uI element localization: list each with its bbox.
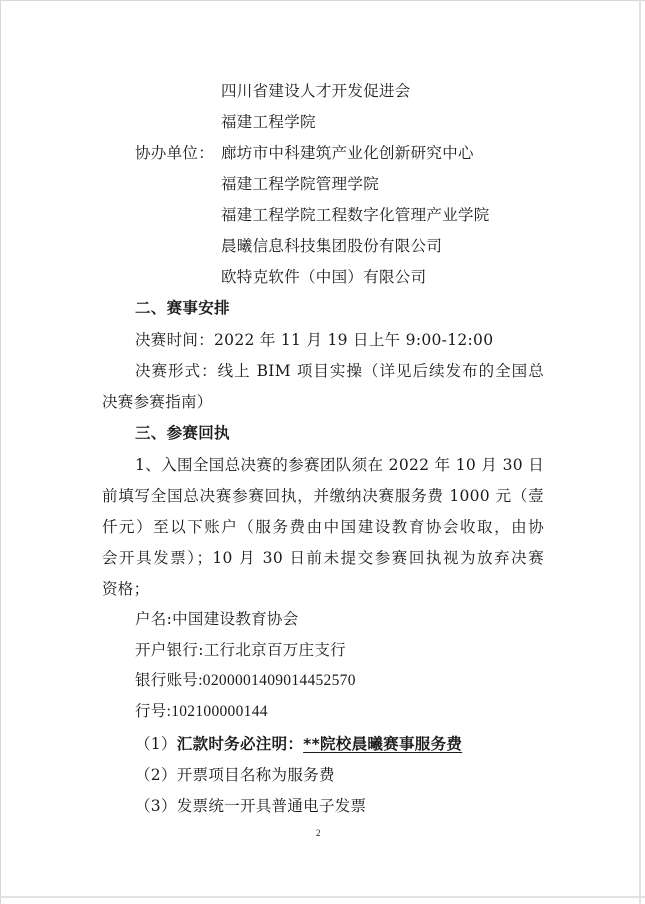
co-organizer-line: 福建工程学院管理学院	[221, 175, 380, 193]
section-heading-schedule: 二、赛事安排	[135, 299, 230, 317]
account-name: 户名:中国建设教育协会	[135, 610, 299, 628]
page-border-top	[0, 0, 645, 1]
page-border-left	[0, 0, 1, 904]
bank-code: 行号:102100000144	[135, 703, 268, 720]
co-organizer-line: 福建工程学院工程数字化管理产业学院	[221, 206, 490, 224]
account-number: 银行账号:0200001409014452570	[135, 672, 356, 689]
note-1-prefix: （1）	[135, 735, 177, 753]
note-2: （2）开票项目名称为服务费	[135, 766, 335, 784]
page-border-right	[639, 0, 641, 904]
co-organizer-line: 欧特克软件（中国）有限公司	[221, 268, 427, 286]
organizer-line: 四川省建设人才开发促进会	[221, 82, 411, 100]
note-1	[135, 734, 462, 754]
co-organizer-line: 廊坊市中科建筑产业化创新研究中心	[221, 144, 474, 162]
account-bank: 开户银行:工行北京百万庄支行	[135, 641, 346, 659]
receipt-paragraph-line: 1、入围全国总决赛的参赛团队须在 2022 年 10 月 30 日	[135, 456, 544, 474]
receipt-paragraph-line: 前填写全国总决赛参赛回执，并缴纳决赛服务费 1000 元（壹	[102, 487, 544, 505]
note-3: （3）发票统一开具普通电子发票	[135, 797, 367, 815]
organizer-line: 福建工程学院	[221, 113, 316, 131]
receipt-paragraph-line: 资格；	[102, 580, 150, 598]
page-number: 2	[316, 828, 321, 838]
final-time: 决赛时间：2022 年 11 月 19 日上午 9:00-12:00	[135, 331, 494, 349]
note-1-bold: 汇款时务必注明：	[176, 735, 304, 753]
receipt-paragraph-line: 仟元）至以下账户（服务费由中国建设教育协会收取，由协	[102, 518, 544, 536]
note-1-remark: **院校晨曦赛事服务费	[303, 735, 463, 753]
section-heading-receipt: 三、参赛回执	[135, 424, 230, 442]
co-organizer-label: 协办单位：	[135, 144, 215, 162]
final-form-line: 决赛形式：线上 BIM 项目实操（详见后续发布的全国总	[135, 362, 544, 380]
final-form-line: 决赛参赛指南）	[102, 393, 213, 411]
receipt-paragraph-line: 会开具发票）；10 月 30 日前未提交参赛回执视为放弃决赛	[102, 549, 544, 567]
page-border-bottom	[0, 896, 645, 898]
co-organizer-line: 晨曦信息科技集团股份有限公司	[221, 237, 443, 255]
